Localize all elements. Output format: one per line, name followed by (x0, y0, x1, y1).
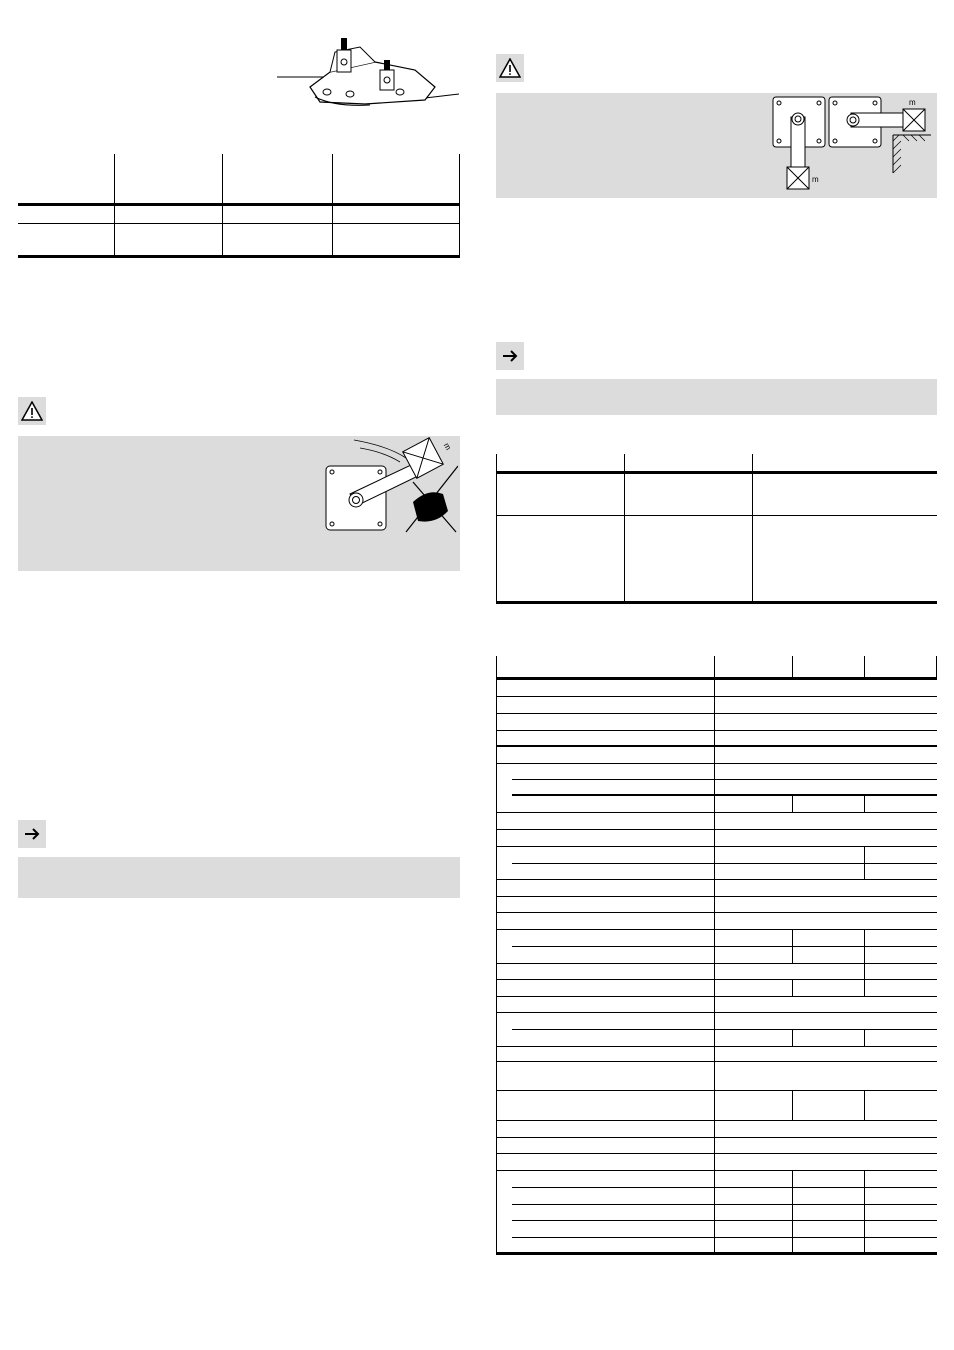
product-figure (275, 32, 460, 110)
arrow-right-icon (18, 820, 46, 848)
mass-label: m (441, 441, 453, 452)
mass-label-supported: m (909, 98, 916, 107)
swivel-hazard-figure (318, 436, 458, 536)
table-1 (18, 154, 460, 258)
warning-triangle-icon (496, 54, 524, 82)
note-box-2 (496, 379, 937, 415)
mass-mounting-figure (771, 95, 931, 195)
warning-box-1 (18, 436, 460, 571)
table-3 (496, 656, 937, 1256)
mass-label-hanging: m (812, 175, 819, 184)
arrow-right-icon (496, 342, 524, 370)
note-box-1 (18, 857, 460, 898)
table-2 (496, 454, 937, 605)
warning-triangle-icon (18, 397, 46, 425)
warning-box-2 (496, 93, 937, 198)
